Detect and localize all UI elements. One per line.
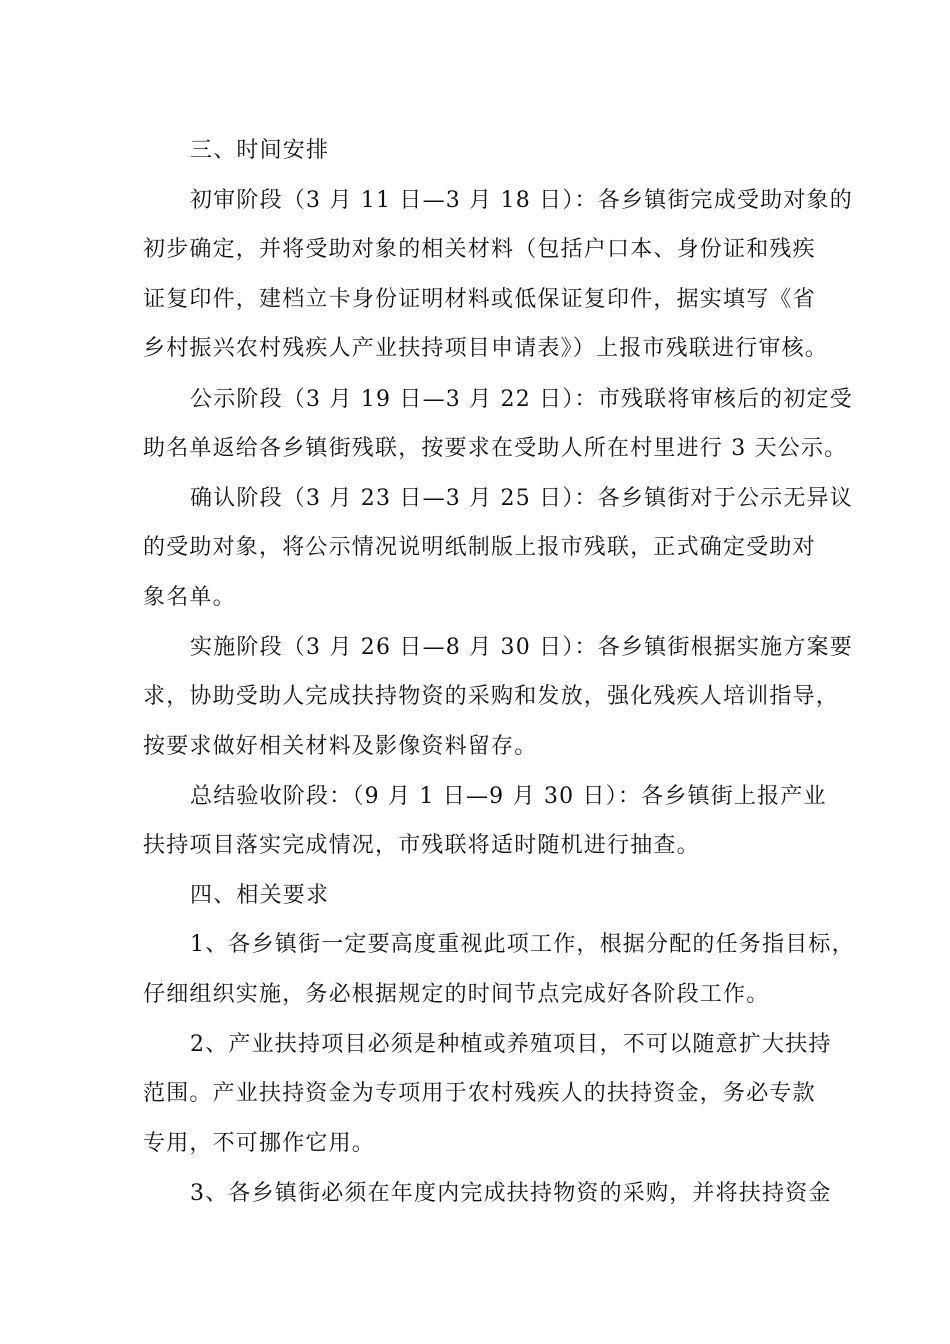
paragraph-line: 象名单。 [143,585,236,610]
paragraph-line: 证复印件，建档立卡身份证明材料或低保证复印件，据实填写《省 [143,287,816,312]
section-heading-schedule: 三、时间安排 [190,138,330,163]
paragraph-line: 求，协助受助人完成扶持物资的采购和发放，强化残疾人培训指导， [143,684,840,709]
paragraph-line: 确认阶段（3 月 23 日—3 月 25 日）：各乡镇街对于公示无异议 [190,486,853,511]
paragraph-line: 乡村振兴农村残疾人产业扶持项目申请表》）上报市残联进行审核。 [143,336,829,361]
paragraph-line: 3、各乡镇街必须在年度内完成扶持物资的采购，并将扶持资金 [190,1181,832,1206]
paragraph-line: 仔细组织实施，务必根据规定的时间节点完成好各阶段工作。 [143,982,770,1007]
paragraph-line: 扶持项目落实完成情况，市残联将适时随机进行抽查。 [143,833,700,858]
paragraph-line: 2、产业扶持项目必须是种植或养殖项目，不可以随意扩大扶持 [190,1032,832,1057]
section-heading-requirements: 四、相关要求 [190,883,330,908]
paragraph-line: 初步确定，并将受助对象的相关材料（包括户口本、身份证和残疾 [143,237,816,262]
paragraph-line: 范围。产业扶持资金为专项用于农村残疾人的扶持资金，务必专款 [143,1081,816,1106]
paragraph-line: 专用，不可挪作它用。 [143,1131,376,1156]
paragraph-line: 实施阶段（3 月 26 日—8 月 30 日）：各乡镇街根据实施方案要 [190,635,853,660]
paragraph-line: 总结验收阶段：（9 月 1 日—9 月 30 日）：各乡镇街上报产业 [190,784,827,809]
paragraph-line: 按要求做好相关材料及影像资料留存。 [143,734,538,759]
paragraph-line: 1、各乡镇街一定要高度重视此项工作，根据分配的任务指目标， [190,932,855,957]
paragraph-line: 助名单返给各乡镇街残联，按要求在受助人所在村里进行 3 天公示。 [143,436,848,461]
paragraph-line: 公示阶段（3 月 19 日—3 月 22 日）：市残联将审核后的初定受 [190,387,853,412]
paragraph-line: 的受助对象，将公示情况说明纸制版上报市残联，正式确定受助对 [143,535,816,560]
paragraph-line: 初审阶段（3 月 11 日—3 月 18 日）：各乡镇街完成受助对象的 [190,188,853,213]
